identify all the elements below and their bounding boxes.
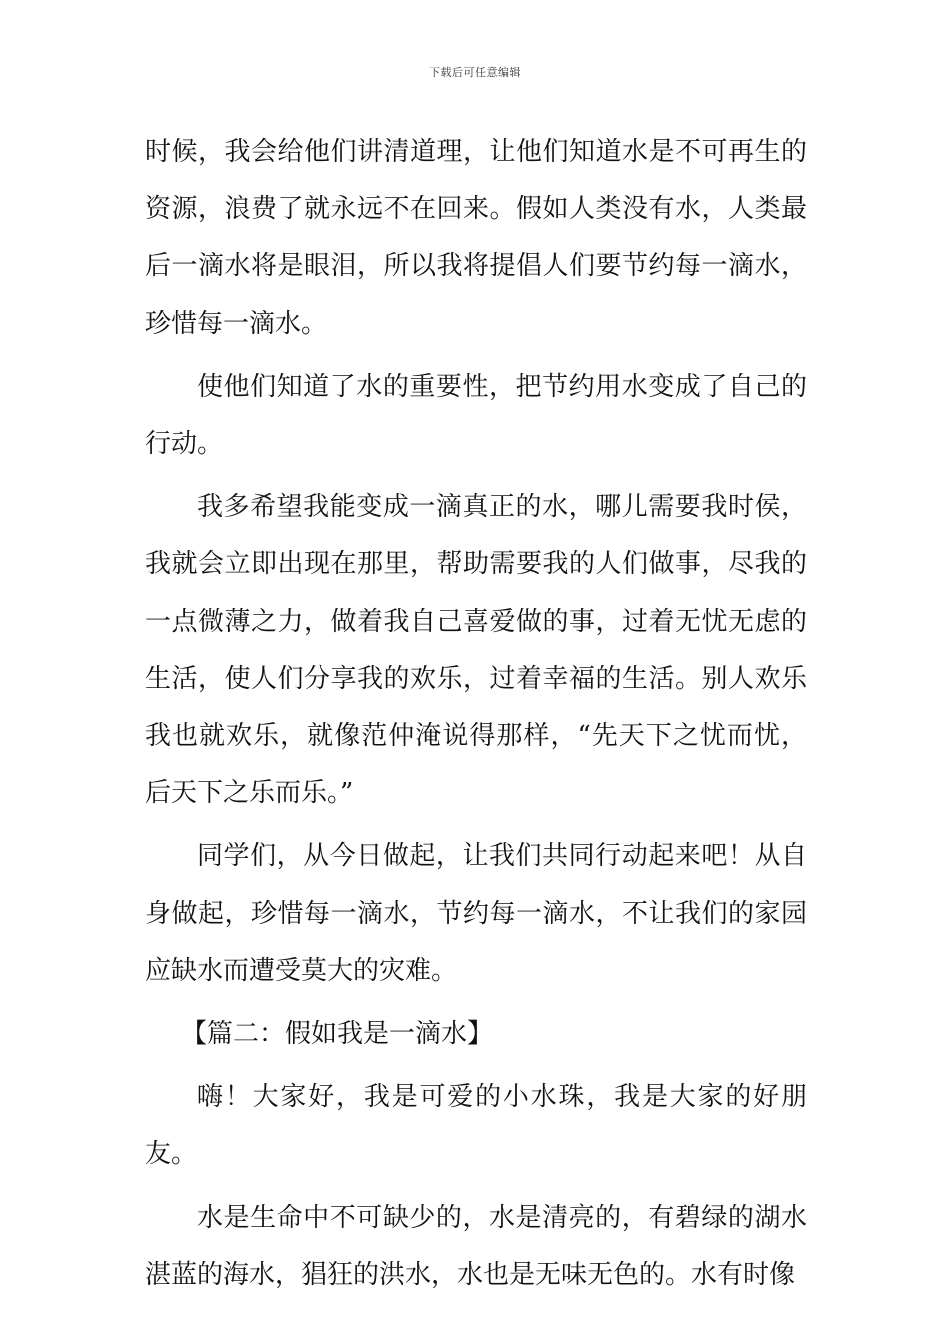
paragraph-3: 我多希望我能变成一滴真正的水，哪儿需要我时侯，我就会立即出现在那里，帮助需要我的人们做事，尽我的一点微薄之力，做着我自己喜爱做的事，过着无忧无虑的生活，使人们分享我的欢乐，过着幸福的生活。别人欢乐我也就欢乐，就像范仲淹说得那样，“先天下之忧而忧，后天下之乐而乐。” [145, 492, 807, 809]
page-header: 下载后可任意编辑 [429, 66, 521, 79]
paragraph-1: 时候，我会给他们讲清道理，让他们知道水是不可再生的资源，浪费了就永远不在回来。假如人类没有水，人类最后一滴水将是眼泪，所以我将提倡人们要节约每一滴水，珍惜每一滴水。 [145, 137, 807, 339]
document-body [145, 124, 807, 1310]
paragraph-6: 水是生命中不可缺少的，水是清亮的，有碧绿的湖水湛蓝的海水，猖狂的洪水，水也是无味无色的。水有时像 [145, 1202, 807, 1290]
paragraph-2: 使他们知道了水的重要性，把节约用水变成了自己的行动。 [145, 371, 807, 460]
paragraph-5: 嗨！大家好，我是可爱的小水珠，我是大家的好朋友。 [145, 1082, 807, 1170]
paragraph-4: 同学们，从今日做起，让我们共同行动起来吧！从自身做起，珍惜每一滴水，节约每一滴水，不让我们的家园应缺水而遭受莫大的灾难。 [145, 841, 807, 986]
section-heading: 【篇二：假如我是一滴水】 [181, 1019, 494, 1050]
